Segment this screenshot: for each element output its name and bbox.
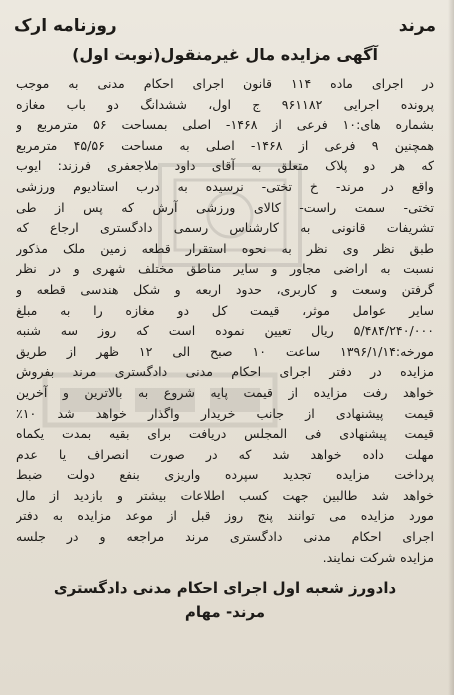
body-line: ۵/۴۸۴/۲۴۰/۰۰۰ ریال تعیین نموده است که روز سه شنبه [16,323,434,339]
body-line: در اجرای ماده ۱۱۴ قانون اجرای احکام مدنی به موجب [16,76,434,91]
body-line: واقع در مرند- خ تختی- نرسیده به درب استادیوم ورزشی [16,178,434,194]
body-line: همچنین ۹ فرعی از ۱۴۶۸- اصلی به مساحت ۴۵/۵۶ مترمربع [16,137,434,153]
body-line: گرفتن وسعت و کاربری، حدود اربعه و شکل هندسی قطعه و [16,281,434,297]
body-line: مزایده شرکت نمایند. [322,549,434,565]
body-line: پرداخت مزایده تجدید سپرده واریزی بنفع دولت ضبط [16,467,434,483]
body-line: قیمت پیشنهادی فی المجلس دریافت برای بقیه بمدت یکماه [16,426,434,442]
body-line: نسبت به اراضی مجاور و سایر مناطق مختلف شهری و در نظر [16,261,434,277]
body-line: که هر دو پلاک متعلق به آقای داود ملاجعفری فرزند: ایوب [16,158,434,174]
city-name: مرند [398,16,436,36]
body-line: مورخه:۱۳۹۶/۱/۱۴ ساعت ۱۰ صبح الی ۱۲ ظهر از طریق [16,343,434,359]
body-line: مهلت داده خواهد شد که در صورت انصراف یا عدم [16,446,434,462]
paper-edge-shadow [448,0,454,695]
body-line: خواهد رفت مزایده از قیمت پایه شروع به بالاترین و آخرین [16,384,434,400]
signature-line-1: دادورز شعبه اول اجرای احکام مدنی دادگستری [53,579,397,598]
body-line: طبق نظر وی نظر به نحوه استقرار قطعه زمین ملک مذکور [16,240,434,256]
newspaper-name: روزنامه ارک [14,16,117,36]
notice-body [14,74,436,568]
notice-headline: آگهی مزایده مال غیرمنقول(نوبت اول) [72,45,378,64]
signature-line-2: مرند- مهام [184,603,266,622]
body-line: تشریفات قانونی به کارشناس رسمی دادگستری ارجاع که [16,220,434,236]
body-line: بشماره های:۱۰ فرعی از ۱۴۶۸- اصلی بمساحت ۵۶ مترمربع و [16,117,434,133]
body-line: اجرای احکام مدنی دادگستری مرند مراجعه و در جلسه [16,529,434,545]
body-line: پرونده اجرایی ۹۶۱۱۸۲ ج اول، ششدانگ دو باب مغازه [16,96,434,112]
signature-block [14,576,436,624]
body-line: قیمت پیشنهادی از جانب خریدار واگذار خواهد شد ۱۰٪ [16,405,434,421]
body-line: تختی- سمت راست- کالای ورزشی آرش که پس از طی [16,199,434,215]
body-line: سایر عوامل موثر، قیمت کل دو مغازه را به مبلغ [16,302,434,318]
body-line: مزایده در دفتر اجرای احکام مدنی دادگستری مرند بفروش [16,364,434,380]
masthead [14,16,436,42]
body-line: مورد مزایده می توانند پنج روز قبل از موعد مزایده به دفتر [16,508,434,524]
body-line: خواهد شد طالبین جهت کسب اطلاعات بیشتر و بازدید از مال [16,487,434,503]
